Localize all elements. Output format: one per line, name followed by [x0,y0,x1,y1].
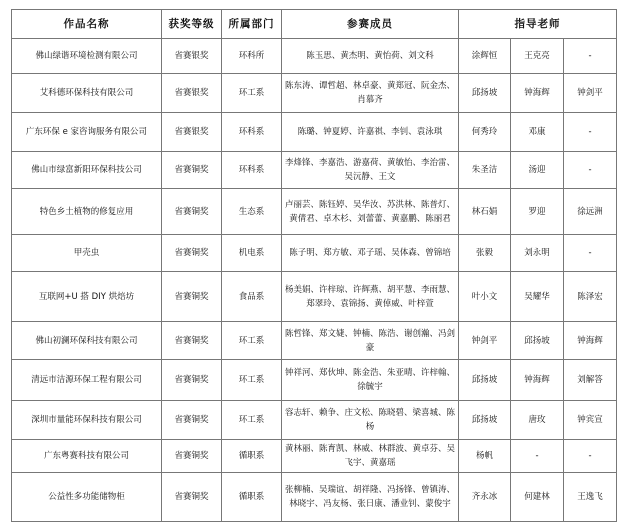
award-level-cell: 省赛银奖 [162,74,222,113]
members-cell: 陈璐、钟夏婷、许嘉祺、李钊、袁泳琪 [282,113,459,152]
work-name-cell: 佛山绿谐环境检测有限公司 [12,39,162,74]
members-cell: 钟祥河、郑伙坤、陈金浩、朱亚晴、许梓翰、徐毓宇 [282,360,459,401]
department-cell: 循职系 [222,473,282,522]
work-name-cell: 清远市洁源环保工程有限公司 [12,360,162,401]
department-cell: 循职系 [222,440,282,473]
members-cell: 陈子明、郑方敏、邓子瑶、吴体森、曾锦培 [282,235,459,272]
advisor-cell: 钟剑平 [564,74,617,113]
table-row [12,440,617,473]
award-level-cell: 省赛银奖 [162,113,222,152]
advisor-cell: 钟海辉 [511,74,564,113]
advisor-cell: 邱扬坡 [511,322,564,360]
work-name-cell: 广东环保 e 家咨询服务有限公司 [12,113,162,152]
advisor-cell: 涂辉恒 [459,39,511,74]
header-members: 参赛成员 [282,10,459,39]
table-row [12,401,617,440]
work-name-cell: 佛山市绿富新阳环保科技公司 [12,152,162,189]
header-award-level: 获奖等级 [162,10,222,39]
advisor-cell: 钟宾宣 [564,401,617,440]
members-cell: 陈哲锋、郑文婕、钟楠、陈浩、谢创瀚、冯剑豪 [282,322,459,360]
department-cell: 环工系 [222,322,282,360]
advisor-cell: 徐远洲 [564,189,617,235]
award-level-cell: 省赛铜奖 [162,272,222,322]
advisor-cell: 朱圣洁 [459,152,511,189]
table-row [12,74,617,113]
advisor-cell: 林石娟 [459,189,511,235]
members-cell: 陈东涛、谭哲超、林卓豪、黄郑冠、阮金杰、肖慕齐 [282,74,459,113]
award-level-cell: 省赛铜奖 [162,152,222,189]
advisor-cell: - [564,235,617,272]
members-cell: 黄林丽、陈育凯、林威、林群波、黄卓芬、吴飞宇、黄嘉瑶 [282,440,459,473]
award-level-cell: 省赛铜奖 [162,322,222,360]
advisor-cell: 刘永明 [511,235,564,272]
members-cell: 杨美娟、许梓琼、许辉燕、胡平慧、李雨慧、郑翠玲、袁锦扬、黄倬威、叶梓萱 [282,272,459,322]
award-level-cell: 省赛铜奖 [162,189,222,235]
advisor-cell: 杨帆 [459,440,511,473]
advisor-cell: 钟海辉 [511,360,564,401]
department-cell: 环工系 [222,74,282,113]
advisor-cell: 钟海辉 [564,322,617,360]
advisor-cell: 唐玫 [511,401,564,440]
advisor-cell: 何建林 [511,473,564,522]
advisor-cell: 陈泽宏 [564,272,617,322]
department-cell: 环科系 [222,152,282,189]
advisor-cell: 刘解答 [564,360,617,401]
table-row [12,189,617,235]
department-cell: 生态系 [222,189,282,235]
award-level-cell: 省赛铜奖 [162,360,222,401]
advisor-cell: 钟剑平 [459,322,511,360]
advisor-cell: 邱扬坡 [459,360,511,401]
table-row [12,360,617,401]
advisor-cell: 王逸飞 [564,473,617,522]
work-name-cell: 深圳市量能环保科技有限公司 [12,401,162,440]
advisor-cell: - [564,113,617,152]
award-level-cell: 省赛铜奖 [162,473,222,522]
table-row [12,39,617,74]
advisor-cell: 邱扬坡 [459,74,511,113]
advisor-cell: 张毅 [459,235,511,272]
department-cell: 机电系 [222,235,282,272]
department-cell: 环工系 [222,360,282,401]
department-cell: 环工系 [222,401,282,440]
award-level-cell: 省赛银奖 [162,39,222,74]
header-work-name: 作品名称 [12,10,162,39]
members-cell: 容志轩、赖争、庄文松、陈晓碧、梁喜城、陈杨 [282,401,459,440]
members-cell: 陈玉思、黄杰明、黄怡荷、刘文科 [282,39,459,74]
award-level-cell: 省赛铜奖 [162,401,222,440]
advisor-cell: 汤迎 [511,152,564,189]
work-name-cell: 特色乡土植物的修复应用 [12,189,162,235]
advisor-cell: 何秀玲 [459,113,511,152]
work-name-cell: 甲壳虫 [12,235,162,272]
award-level-cell: 省赛铜奖 [162,440,222,473]
department-cell: 食品系 [222,272,282,322]
advisor-cell: 邓康 [511,113,564,152]
work-name-cell: 艾科德环保科技有限公司 [12,74,162,113]
members-cell: 卢丽芸、陈钰婷、吴华汝、苏洪林、陈普灯、黄倩君、卓木杉、刘蕾蕾、黄嘉鹏、陈丽君 [282,189,459,235]
advisor-cell: - [564,440,617,473]
advisor-cell: 王克亮 [511,39,564,74]
advisor-cell: 齐永冰 [459,473,511,522]
advisor-cell: - [564,152,617,189]
department-cell: 环科系 [222,113,282,152]
table-row [12,152,617,189]
header-department: 所属部门 [222,10,282,39]
table-row [12,113,617,152]
members-cell: 李烽锋、李嘉浩、游嘉荷、黄敏怡、李治雷、吴沅静、王文 [282,152,459,189]
department-cell: 环科所 [222,39,282,74]
advisor-cell: 叶小文 [459,272,511,322]
advisor-cell: - [511,440,564,473]
work-name-cell: 互联网+U 搭 DIY 烘焙坊 [12,272,162,322]
work-name-cell: 公益性多功能储物柜 [12,473,162,522]
header-advisors: 指导老师 [459,10,617,39]
advisor-cell: - [564,39,617,74]
header-row [12,10,617,39]
advisor-cell: 罗迎 [511,189,564,235]
award-table [11,9,617,522]
award-level-cell: 省赛铜奖 [162,235,222,272]
table-row [12,322,617,360]
table-row [12,272,617,322]
table-row [12,473,617,522]
work-name-cell: 佛山初澜环保科技有限公司 [12,322,162,360]
advisor-cell: 邱扬坡 [459,401,511,440]
table-row [12,235,617,272]
advisor-cell: 吴耀华 [511,272,564,322]
work-name-cell: 广东粤赛科技有限公司 [12,440,162,473]
members-cell: 张柳楠、吴瑞谊、胡祥隆、冯扬锋、曾镇涛、林晓宇、冯友杨、张日康、潘业钊、蒙俊宇 [282,473,459,522]
